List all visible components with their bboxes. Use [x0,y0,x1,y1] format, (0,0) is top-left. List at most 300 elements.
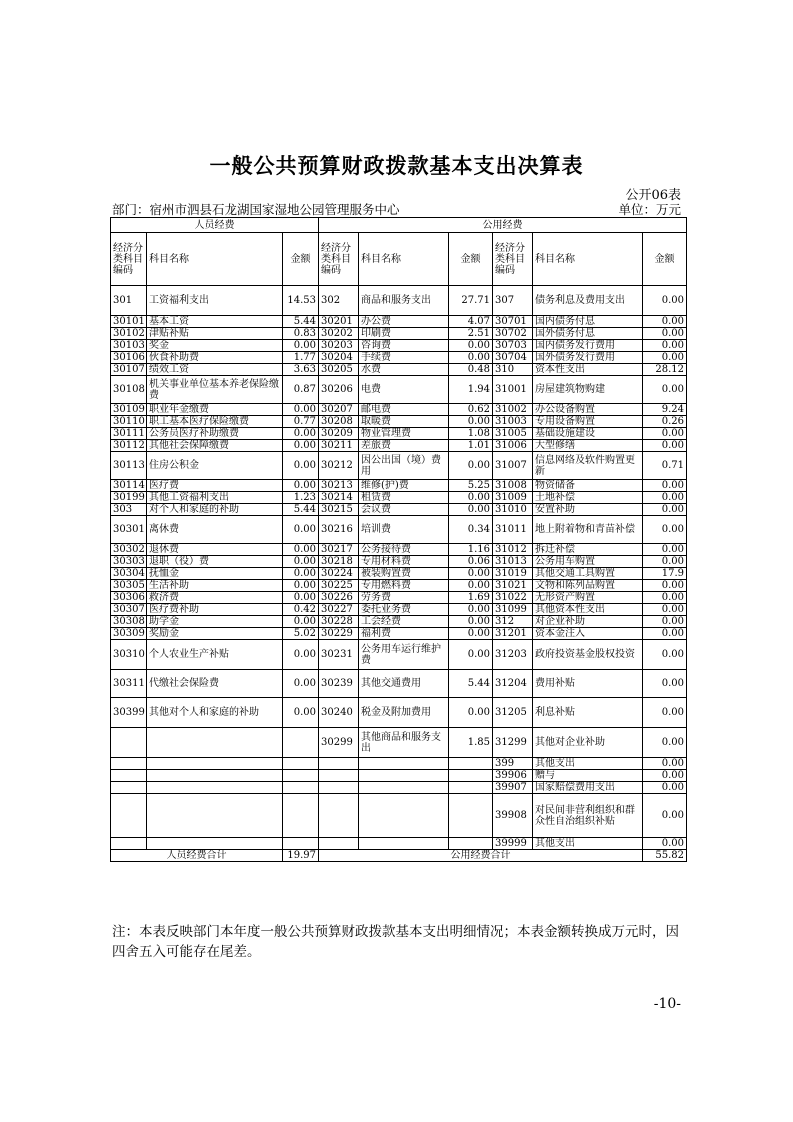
public-code-cell [319,770,359,782]
public2-name-cell: 赠与 [533,770,643,782]
public-code-cell [319,758,359,770]
public-code-cell: 302 [319,286,359,316]
table-row [111,592,687,604]
public-code-cell: 30231 [319,640,359,670]
personnel-amount-cell: 0.77 [283,416,319,428]
name-column-header: 科目名称 [147,233,283,286]
public2-amount-cell: 0.00 [643,340,687,352]
public-name-cell: 专用材料费 [359,556,449,568]
public-name-cell: 其他交通费用 [359,670,449,698]
public2-code-cell: 39908 [493,794,533,838]
table-row [111,544,687,556]
public2-name-cell: 国外债务付息 [533,328,643,340]
public2-name-cell: 其他对企业补助 [533,728,643,758]
public2-amount-cell: 0.00 [643,728,687,758]
public2-code-cell: 31021 [493,580,533,592]
public2-code-cell: 30702 [493,328,533,340]
personnel-amount-cell: 0.00 [283,516,319,544]
personnel-code-cell: 30310 [111,640,147,670]
personnel-amount-cell: 14.53 [283,286,319,316]
personnel-code-cell: 30103 [111,340,147,352]
public-code-cell: 30209 [319,428,359,440]
public-name-cell: 咨询费 [359,340,449,352]
group-header-row [111,218,687,233]
public-code-cell: 30206 [319,376,359,404]
public-code-cell: 30227 [319,604,359,616]
public-amount-cell: 0.00 [449,452,493,480]
public-name-cell [359,838,449,850]
public-code-cell: 30218 [319,556,359,568]
public-amount-cell: 0.00 [449,580,493,592]
table-row [111,286,687,316]
public2-name-cell: 利息补贴 [533,698,643,728]
public2-code-cell: 39907 [493,782,533,794]
table-row [111,480,687,492]
personnel-name-cell: 其他对个人和家庭的补助 [147,698,283,728]
public-code-cell: 30213 [319,480,359,492]
public2-name-cell: 文物和陈列品购置 [533,580,643,592]
public-code-cell: 30217 [319,544,359,556]
public-code-cell: 30228 [319,616,359,628]
public2-name-cell: 其他支出 [533,838,643,850]
public2-amount-cell: 0.00 [643,770,687,782]
public-name-cell: 税金及附加费用 [359,698,449,728]
public2-code-cell: 31005 [493,428,533,440]
public-name-cell [359,794,449,838]
public-name-cell [359,782,449,794]
personnel-amount-cell [283,758,319,770]
public-code-cell: 30207 [319,404,359,416]
public-amount-cell: 0.00 [449,504,493,516]
table-row [111,452,687,480]
public-code-cell: 30214 [319,492,359,504]
public-name-cell: 公务用车运行维护费 [359,640,449,670]
personnel-amount-cell: 0.00 [283,340,319,352]
personnel-code-cell [111,838,147,850]
personnel-name-cell [147,770,283,782]
public-code-cell: 30211 [319,440,359,452]
public2-name-cell: 公务用车购置 [533,556,643,568]
personnel-amount-cell: 0.00 [283,592,319,604]
public2-code-cell: 31011 [493,516,533,544]
personnel-code-cell: 30306 [111,592,147,604]
public-amount-cell: 1.69 [449,592,493,604]
personnel-amount-cell: 0.00 [283,544,319,556]
public2-name-cell: 资本金注入 [533,628,643,640]
personnel-name-cell [147,794,283,838]
public-name-cell: 电费 [359,376,449,404]
public2-code-cell: 307 [493,286,533,316]
personnel-amount-cell: 0.00 [283,670,319,698]
personnel-code-cell: 30399 [111,698,147,728]
personnel-name-cell: 医疗费补助 [147,604,283,616]
personnel-name-cell: 工资福利支出 [147,286,283,316]
public-code-cell: 30225 [319,580,359,592]
table-row [111,340,687,352]
public2-code-cell: 31007 [493,452,533,480]
public-code-cell: 30202 [319,328,359,340]
personnel-name-cell [147,838,283,850]
personnel-amount-cell: 1.23 [283,492,319,504]
personnel-code-cell: 30301 [111,516,147,544]
public-amount-cell: 0.00 [449,340,493,352]
public-name-cell: 印刷费 [359,328,449,340]
public2-amount-cell: 0.00 [643,782,687,794]
public-group-header: 公用经费 [319,218,687,233]
public-code-cell: 30203 [319,340,359,352]
personnel-amount-cell: 1.77 [283,352,319,364]
public2-code-cell: 31003 [493,416,533,428]
public-amount-cell: 0.00 [449,352,493,364]
public2-amount-cell: 0.00 [643,698,687,728]
public2-code-cell: 31009 [493,492,533,504]
personnel-amount-cell [283,770,319,782]
public2-code-cell: 31006 [493,440,533,452]
public2-amount-cell: 0.00 [643,580,687,592]
table-row [111,416,687,428]
public2-code-cell: 312 [493,616,533,628]
table-row [111,568,687,580]
personnel-code-cell: 30102 [111,328,147,340]
public2-code-cell: 31012 [493,544,533,556]
public2-amount-cell: 0.00 [643,480,687,492]
personnel-code-cell: 30309 [111,628,147,640]
public2-code-cell: 31010 [493,504,533,516]
unit-label: 单位：万元 [618,202,681,217]
table-row [111,580,687,592]
public2-code-cell: 31299 [493,728,533,758]
personnel-amount-cell: 5.02 [283,628,319,640]
public-total-label: 公用经费合计 [319,850,643,862]
personnel-name-cell [147,758,283,770]
public-name-cell: 培训费 [359,516,449,544]
public-code-cell: 30299 [319,728,359,758]
public2-name-cell: 对企业补助 [533,616,643,628]
personnel-code-cell [111,758,147,770]
public2-amount-cell: 0.00 [643,286,687,316]
public-amount-cell: 1.94 [449,376,493,404]
personnel-name-cell: 奖金 [147,340,283,352]
personnel-amount-cell: 0.00 [283,556,319,568]
public-amount-cell: 1.85 [449,728,493,758]
personnel-code-cell: 303 [111,504,147,516]
personnel-amount-cell: 0.00 [283,568,319,580]
personnel-name-cell: 机关事业单位基本养老保险缴费 [147,376,283,404]
public-amount-cell: 0.00 [449,640,493,670]
personnel-amount-cell [283,728,319,758]
public-code-cell: 30239 [319,670,359,698]
public-amount-cell: 0.00 [449,628,493,640]
public2-name-cell: 基础设施建设 [533,428,643,440]
personnel-code-cell [111,770,147,782]
public2-amount-cell: 0.00 [643,352,687,364]
public2-code-cell: 399 [493,758,533,770]
personnel-name-cell: 退休费 [147,544,283,556]
department-label: 部门：宿州市泗县石龙湖国家湿地公园管理服务中心 [112,202,400,217]
public-amount-cell: 0.00 [449,568,493,580]
public-name-cell [359,758,449,770]
public-amount-cell: 0.00 [449,698,493,728]
public2-amount-cell: 0.00 [643,544,687,556]
table-row [111,604,687,616]
public-name-cell: 水费 [359,364,449,376]
personnel-amount-cell: 5.44 [283,316,319,328]
public2-amount-cell: 0.00 [643,328,687,340]
personnel-amount-cell: 0.00 [283,640,319,670]
personnel-amount-cell: 0.00 [283,616,319,628]
personnel-code-cell: 30114 [111,480,147,492]
public2-amount-cell: 0.71 [643,452,687,480]
public-name-cell: 劳务费 [359,592,449,604]
table-row [111,628,687,640]
public2-amount-cell: 0.00 [643,492,687,504]
public-amount-cell: 0.48 [449,364,493,376]
public-amount-cell: 0.06 [449,556,493,568]
public2-name-cell: 国内债务发行费用 [533,340,643,352]
public2-amount-cell: 0.00 [643,504,687,516]
public2-code-cell: 31205 [493,698,533,728]
personnel-name-cell [147,782,283,794]
table-row [111,794,687,838]
public2-amount-cell: 0.00 [643,604,687,616]
public-name-cell: 因公出国（境）费用 [359,452,449,480]
public-code-cell [319,838,359,850]
public-amount-cell: 5.25 [449,480,493,492]
personnel-name-cell: 代缴社会保险费 [147,670,283,698]
public-code-cell: 30201 [319,316,359,328]
public2-amount-cell: 0.00 [643,592,687,604]
public-code-cell: 30204 [319,352,359,364]
public-name-cell: 其他商品和服务支出 [359,728,449,758]
public-name-cell: 办公费 [359,316,449,328]
public-code-cell: 30205 [319,364,359,376]
public2-amount-cell: 0.00 [643,556,687,568]
public2-name-cell: 办公设备购置 [533,404,643,416]
personnel-code-cell: 30113 [111,452,147,480]
public2-amount-cell: 0.00 [643,440,687,452]
public-amount-cell [449,838,493,850]
personnel-name-cell: 职工基本医疗保险缴费 [147,416,283,428]
personnel-name-cell: 医疗费 [147,480,283,492]
table-row [111,758,687,770]
public-name-cell: 租赁费 [359,492,449,504]
personnel-amount-cell: 0.42 [283,604,319,616]
expenditure-table [110,217,687,862]
public-code-cell: 30229 [319,628,359,640]
public-name-cell [359,770,449,782]
personnel-name-cell: 其他工资福利支出 [147,492,283,504]
public-amount-cell: 0.00 [449,492,493,504]
public-name-cell: 物业管理费 [359,428,449,440]
personnel-code-cell: 30302 [111,544,147,556]
public2-name-cell: 信息网络及软件购置更新 [533,452,643,480]
personnel-name-cell [147,728,283,758]
personnel-amount-cell: 5.44 [283,504,319,516]
table-row [111,428,687,440]
public2-code-cell: 31204 [493,670,533,698]
table-row [111,838,687,850]
public2-code-cell: 31019 [493,568,533,580]
public2-name-cell: 大型修缮 [533,440,643,452]
public-code-cell: 30208 [319,416,359,428]
public2-code-cell: 31099 [493,604,533,616]
table-row [111,640,687,670]
personnel-amount-cell: 0.00 [283,440,319,452]
table-row [111,352,687,364]
personnel-code-cell: 30112 [111,440,147,452]
public-amount-cell: 0.00 [449,616,493,628]
personnel-code-cell: 30303 [111,556,147,568]
public-name-cell: 维修(护)费 [359,480,449,492]
public-code-cell: 30216 [319,516,359,544]
public2-name-cell: 拆迁补偿 [533,544,643,556]
public2-name-cell: 其他支出 [533,758,643,770]
personnel-code-cell: 30108 [111,376,147,404]
public-code-cell: 30224 [319,568,359,580]
public-name-cell: 商品和服务支出 [359,286,449,316]
public2-amount-cell: 0.00 [643,670,687,698]
table-row [111,670,687,698]
public2-amount-cell: 0.00 [643,516,687,544]
personnel-name-cell: 救济费 [147,592,283,604]
public-amount-cell: 1.01 [449,440,493,452]
public-amount-cell [449,770,493,782]
public-name-cell: 邮电费 [359,404,449,416]
public2-code-cell: 39999 [493,838,533,850]
personnel-amount-cell [283,794,319,838]
personnel-code-cell [111,782,147,794]
public2-amount-cell: 0.00 [643,640,687,670]
public-name-cell: 会议费 [359,504,449,516]
public2-name-cell: 安置补助 [533,504,643,516]
personnel-name-cell: 奖励金 [147,628,283,640]
personnel-amount-cell: 0.00 [283,428,319,440]
personnel-code-cell [111,794,147,838]
public-amount-cell: 1.08 [449,428,493,440]
public-name-cell: 公务接待费 [359,544,449,556]
public-code-cell: 30215 [319,504,359,516]
table-row [111,516,687,544]
personnel-total-label: 人员经费合计 [111,850,283,862]
public-amount-cell: 27.71 [449,286,493,316]
public-name-cell: 工会经费 [359,616,449,628]
public2-code-cell: 31203 [493,640,533,670]
page-number: -10- [653,996,681,1012]
personnel-code-cell: 30199 [111,492,147,504]
public2-name-cell: 专用设备购置 [533,416,643,428]
amount-column-header: 金额 [449,233,493,286]
footnote: 注：本表反映部门本年度一般公共预算财政拨款基本支出明细情况；本表金额转换成万元时，因四舍五入可能存在尾差。 [112,924,679,960]
public2-name-cell: 地上附着物和青苗补偿 [533,516,643,544]
personnel-code-cell: 30106 [111,352,147,364]
public-code-cell: 30212 [319,452,359,480]
public2-name-cell: 无形资产购置 [533,592,643,604]
personnel-name-cell: 职业年金缴费 [147,404,283,416]
personnel-name-cell: 住房公积金 [147,452,283,480]
public-code-cell [319,794,359,838]
table-row [111,698,687,728]
personnel-amount-cell: 0.83 [283,328,319,340]
public-amount-cell: 0.00 [449,416,493,428]
personnel-code-cell: 30304 [111,568,147,580]
public2-name-cell: 其他交通工具购置 [533,568,643,580]
personnel-name-cell: 伙食补助费 [147,352,283,364]
public2-name-cell: 国内债务付息 [533,316,643,328]
personnel-name-cell: 对个人和家庭的补助 [147,504,283,516]
public-name-cell: 取暖费 [359,416,449,428]
public-code-cell [319,782,359,794]
form-number: 公开06表 [625,188,681,203]
personnel-name-cell: 基本工资 [147,316,283,328]
code-column-header: 经济分类科目编码 [319,233,359,286]
public-code-cell: 30240 [319,698,359,728]
personnel-code-cell: 30307 [111,604,147,616]
public2-code-cell: 30704 [493,352,533,364]
personnel-code-cell: 30110 [111,416,147,428]
name-column-header: 科目名称 [533,233,643,286]
public2-amount-cell: 0.00 [643,616,687,628]
personnel-name-cell: 生活补助 [147,580,283,592]
public2-code-cell: 30703 [493,340,533,352]
personnel-code-cell: 301 [111,286,147,316]
personnel-name-cell: 个人农业生产补贴 [147,640,283,670]
public-amount-cell: 4.07 [449,316,493,328]
public-amount-cell: 1.16 [449,544,493,556]
public2-code-cell: 310 [493,364,533,376]
public2-code-cell: 30701 [493,316,533,328]
public-amount-cell: 0.00 [449,604,493,616]
personnel-code-cell: 30305 [111,580,147,592]
name-column-header: 科目名称 [359,233,449,286]
public2-code-cell: 39906 [493,770,533,782]
public2-amount-cell: 0.00 [643,316,687,328]
personnel-name-cell: 退职（役）费 [147,556,283,568]
totals-row [111,850,687,862]
table-row [111,492,687,504]
public2-name-cell: 对民间非营利组织和群众性自治组织补贴 [533,794,643,838]
personnel-amount-cell: 3.63 [283,364,319,376]
public2-code-cell: 31001 [493,376,533,404]
public2-code-cell: 31201 [493,628,533,640]
public2-name-cell: 物资储备 [533,480,643,492]
personnel-amount-cell [283,838,319,850]
public2-amount-cell: 0.00 [643,794,687,838]
public-amount-cell [449,782,493,794]
personnel-amount-cell [283,782,319,794]
personnel-code-cell [111,728,147,758]
personnel-total-value: 19.97 [283,850,319,862]
personnel-code-cell: 30109 [111,404,147,416]
public2-amount-cell: 17.9 [643,568,687,580]
column-header-row [111,233,687,286]
public2-name-cell: 政府投资基金股权投资 [533,640,643,670]
public-amount-cell: 0.62 [449,404,493,416]
public2-amount-cell: 0.00 [643,428,687,440]
public2-name-cell: 国外债务发行费用 [533,352,643,364]
public-amount-cell [449,758,493,770]
personnel-name-cell: 公务员医疗补助缴费 [147,428,283,440]
table-row [111,376,687,404]
personnel-amount-cell: 0.00 [283,580,319,592]
public2-amount-cell: 0.00 [643,838,687,850]
public-amount-cell: 5.44 [449,670,493,698]
public-amount-cell [449,794,493,838]
public-amount-cell: 2.51 [449,328,493,340]
public2-name-cell: 国家赔偿费用支出 [533,782,643,794]
public-amount-cell: 0.34 [449,516,493,544]
public-name-cell: 被装购置费 [359,568,449,580]
personnel-amount-cell: 0.87 [283,376,319,404]
